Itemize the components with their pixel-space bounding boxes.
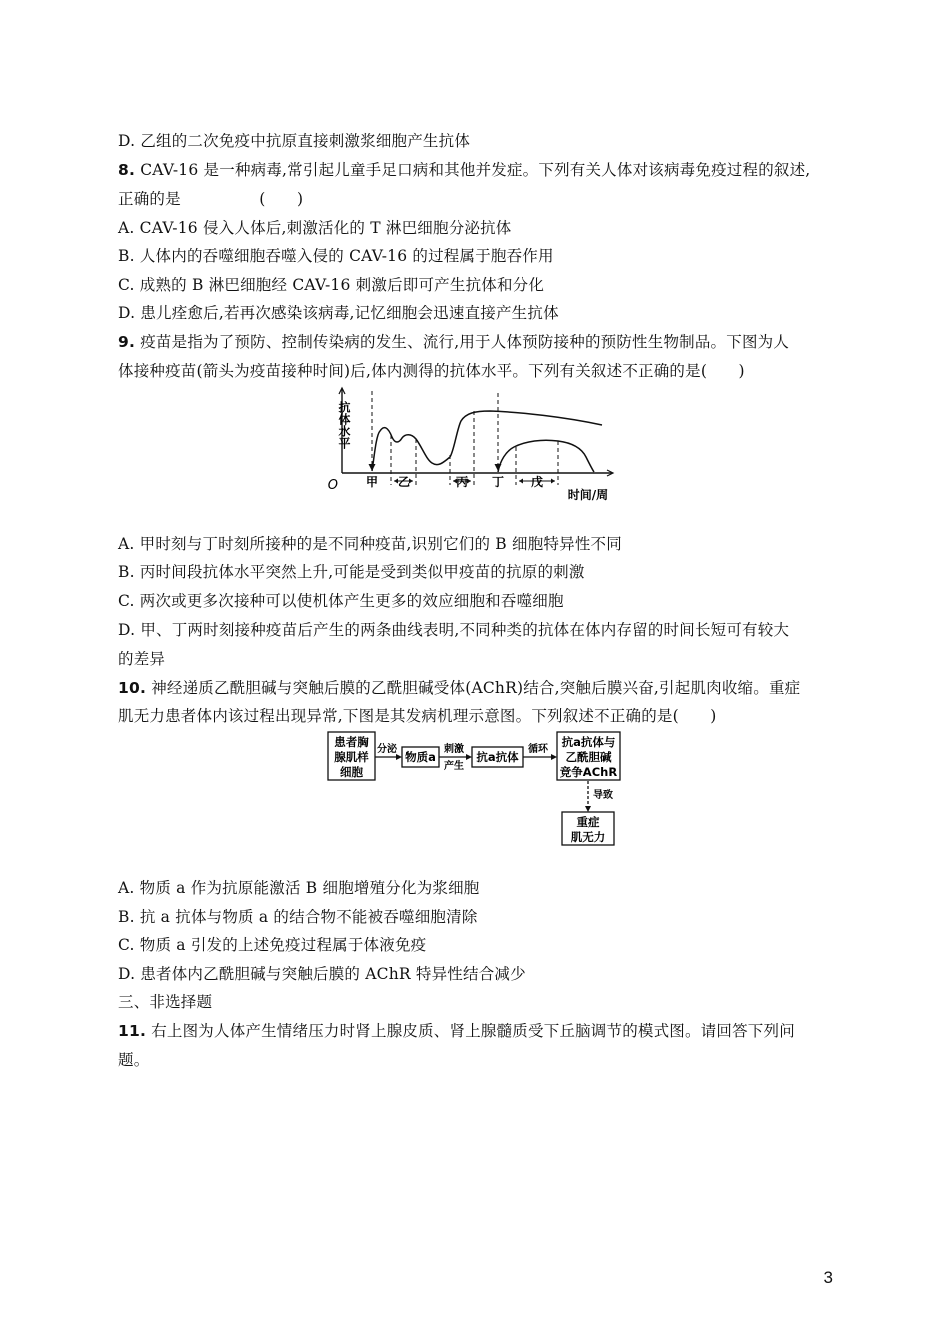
arrow2-bottom-label: 产生 [444, 761, 464, 772]
mark-jia: 甲 [365, 475, 379, 489]
arrow2-top-label: 刺激 [444, 744, 464, 755]
box2-label: 物质a [405, 750, 436, 764]
q8-option-d: D. 患儿痊愈后,若再次感染该病毒,记忆细胞会迅速直接产生抗体 [118, 304, 559, 322]
q9-stem-line2: 体接种疫苗(箭头为疫苗接种时间)后,体内测得的抗体水平。下列有关叙述不正确的是( ) [118, 362, 745, 380]
q10-number: 10. [118, 679, 147, 697]
section-three-heading: 三、非选择题 [118, 993, 213, 1011]
q9-option-c: C. 两次或更多次接种可以使机体产生更多的效应细胞和吞噬细胞 [118, 592, 564, 610]
mark-bing: 丙 [455, 475, 469, 489]
q8-option-b: B. 人体内的吞噬细胞吞噬入侵的 CAV-16 的过程属于胞吞作用 [118, 247, 554, 265]
box5-line1: 重症 [576, 815, 600, 829]
q8-stem-line2: 正确的是 ( ) [118, 190, 304, 208]
q11-number: 11. [118, 1022, 147, 1040]
q11-stem-line1 [118, 1021, 795, 1041]
antibody-level-graph [327, 385, 620, 503]
q8-option-c: C. 成熟的 B 淋巴细胞经 CAV-16 刺激后即可产生抗体和分化 [118, 276, 545, 294]
pathogenesis-flow-diagram [326, 730, 626, 848]
q11-stem: 右上图为人体产生情绪压力时肾上腺皮质、肾上腺髓质受下丘脑调节的模式图。请回答下列问 [151, 1022, 795, 1040]
q10-stem-line2: 肌无力患者体内该过程出现异常,下图是其发病机理示意图。下列叙述不正确的是( ) [118, 707, 717, 725]
q10-option-a: A. 物质 a 作为抗原能激活 B 细胞增殖分化为浆细胞 [118, 879, 480, 897]
vaccine-two-curve [498, 440, 594, 472]
graph-origin: O [327, 478, 338, 493]
box5-line2: 肌无力 [570, 830, 606, 844]
q8-number: 8. [118, 161, 136, 179]
q9-option-d-cont: 的差异 [118, 650, 166, 668]
mark-yi: 乙 [397, 475, 411, 489]
q8-option-a: A. CAV-16 侵入人体后,刺激活化的 T 淋巴细胞分泌抗体 [118, 219, 512, 237]
arrow3-label: 循环 [528, 744, 548, 755]
y-axis-label: 抗体水平 [337, 401, 351, 449]
q9-number: 9. [118, 333, 136, 351]
q9-stem-line1 [118, 332, 789, 352]
page-number: 3 [823, 1268, 833, 1287]
arrow1-label: 分泌 [377, 744, 397, 755]
q10-stem: 神经递质乙酰胆碱与突触后膜的乙酰胆碱受体(AChR)结合,突触后膜兴奋,引起肌肉收缩。重症 [151, 679, 801, 697]
box1-line3: 细胞 [340, 765, 363, 779]
q11-stem-line2: 题。 [118, 1051, 150, 1069]
box1-line2: 腺肌样 [334, 750, 369, 764]
q10-option-c: C. 物质 a 引发的上述免疫过程属于体液免疫 [118, 936, 427, 954]
arrow4-label: 导致 [593, 790, 613, 801]
x-axis-label: 时间/周 [567, 488, 609, 502]
box4-line2: 乙酰胆碱 [565, 750, 612, 764]
q9-option-d: D. 甲、丁两时刻接种疫苗后产生的两条曲线表明,不同种类的抗体在体内存留的时间长短可有较大 [118, 621, 790, 639]
q9-stem: 疫苗是指为了预防、控制传染病的发生、流行,用于人体预防接种的预防性生物制品。下图为人 [140, 333, 790, 351]
q10-option-b: B. 抗 a 抗体与物质 a 的结合物不能被吞噬细胞清除 [118, 908, 478, 926]
q8-stem: CAV-16 是一种病毒,常引起儿童手足口病和其他并发症。下列有关人体对该病毒免疫过程的叙述, [140, 161, 811, 179]
box4-line1: 抗a抗体与 [561, 735, 616, 749]
q9-option-a: A. 甲时刻与丁时刻所接种的是不同种疫苗,识别它们的 B 细胞特异性不同 [118, 535, 622, 553]
q10-option-d: D. 患者体内乙酰胆碱与突触后膜的 AChR 特异性结合减少 [118, 965, 526, 983]
prev-question-option-d: D. 乙组的二次免疫中抗原直接刺激浆细胞产生抗体 [118, 132, 471, 150]
q10-stem-line1 [118, 678, 800, 698]
q9-option-b: B. 丙时间段抗体水平突然上升,可能是受到类似甲疫苗的抗原的刺激 [118, 563, 585, 581]
box3-label: 抗a抗体 [476, 750, 519, 764]
mark-wu: 戊 [530, 475, 544, 489]
mark-ding: 丁 [491, 475, 505, 489]
box4-line3: 竞争AChR [559, 765, 618, 779]
q8-stem-line1 [118, 160, 810, 180]
vaccine-one-curve [372, 411, 602, 471]
box1-line1: 患者胸 [334, 735, 369, 749]
